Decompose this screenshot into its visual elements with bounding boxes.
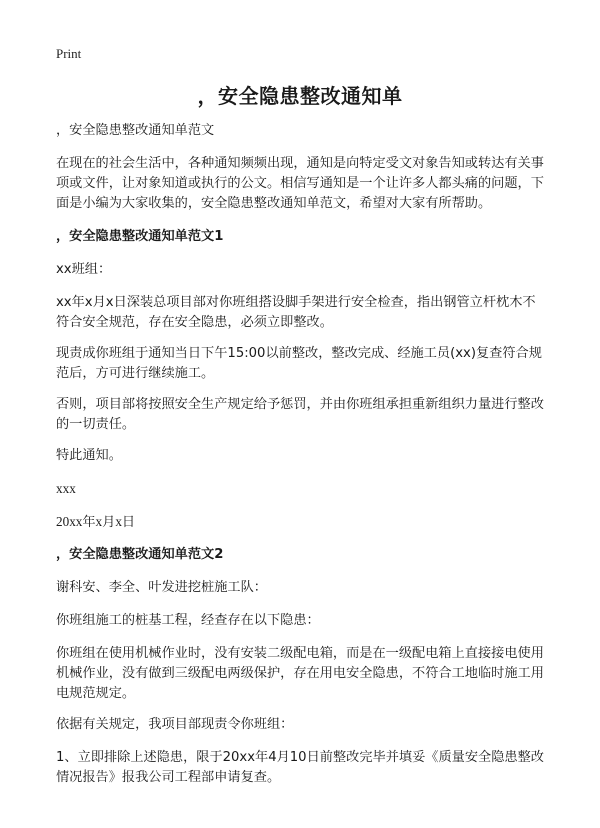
section-1-heading: ，安全隐患整改通知单范文1 [56,229,224,244]
section-2-paragraph-2: 你班组在使用机械作业时，没有安装二级配电箱，而是在一级配电箱上直接接电使用机械作业，没有做到三级配电两级保护，存在用电安全隐患，不符合工地临时施工用电规范规定。 [56,646,544,701]
section-1-closing: 特此通知。 [56,448,122,463]
section-2-paragraph-3: 依据有关规定，我项目部现责令你班组： [56,717,294,732]
intro-subtitle: ，安全隐患整改通知单范文 [56,123,215,138]
section-2-item-1: 1、立即排除上述隐患，限于20xx年4月10日前整改完毕并填妥《质量安全隐患整改情况报告》报我公司工程部申请复查。 [56,750,544,785]
intro-paragraph: 在现在的社会生活中，各种通知频频出现，通知是向特定受文对象告知或转达有关事项或文件，让对象知道或执行的公文。相信写通知是一个让许多人都头痛的问题，下面是小编为大家收集的，安全隐患整改通知单范文，希望对大家有所帮助。 [56,156,544,211]
section-2-paragraph-1: 你班组施工的桩基工程，经查存在以下隐患： [56,613,320,628]
section-1-signer: xxx [56,481,76,496]
section-1-date: 20xx年x月x日 [56,514,136,529]
print-label[interactable]: Print [56,46,82,61]
section-1-paragraph-2: 现责成你班组于通知当日下午15:00以前整改，整改完成、经施工员(xx)复查符合规范后，方可进行继续施工。 [56,346,542,381]
section-1-paragraph-3: 否则，项目部将按照安全生产规定给予惩罚，并由你班组承担重新组织力量进行整改的一切责任。 [56,397,544,432]
document-title: ，安全隐患整改通知单 [197,84,403,108]
section-1-paragraph-1: xx年x月x日深装总项目部对你班组搭设脚手架进行安全检查，指出钢管立杆枕木不符合安全规范，存在安全隐患，必须立即整改。 [56,295,536,330]
section-2-salutation: 谢科安、李全、叶发进挖桩施工队： [56,580,267,595]
document-body [56,121,544,788]
section-2-heading: ，安全隐患整改通知单范文2 [56,547,224,562]
section-1-salutation: xx班组： [56,262,112,277]
